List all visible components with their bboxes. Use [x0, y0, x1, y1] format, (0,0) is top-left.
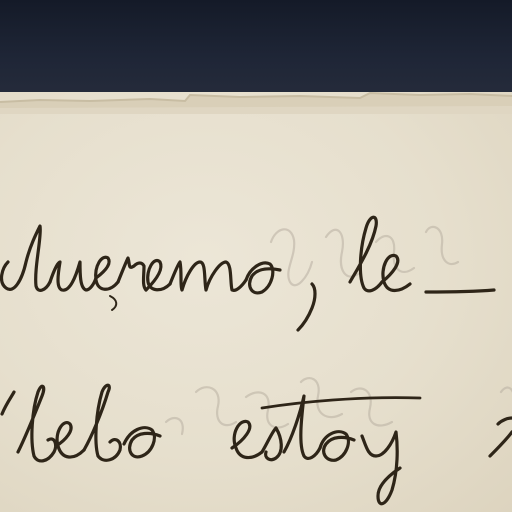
dark-backing-board [0, 0, 512, 100]
handwritten-line-1 [2, 217, 494, 330]
letter-page [0, 92, 512, 512]
handwritten-line-2 [2, 385, 512, 503]
handwriting [0, 92, 512, 512]
